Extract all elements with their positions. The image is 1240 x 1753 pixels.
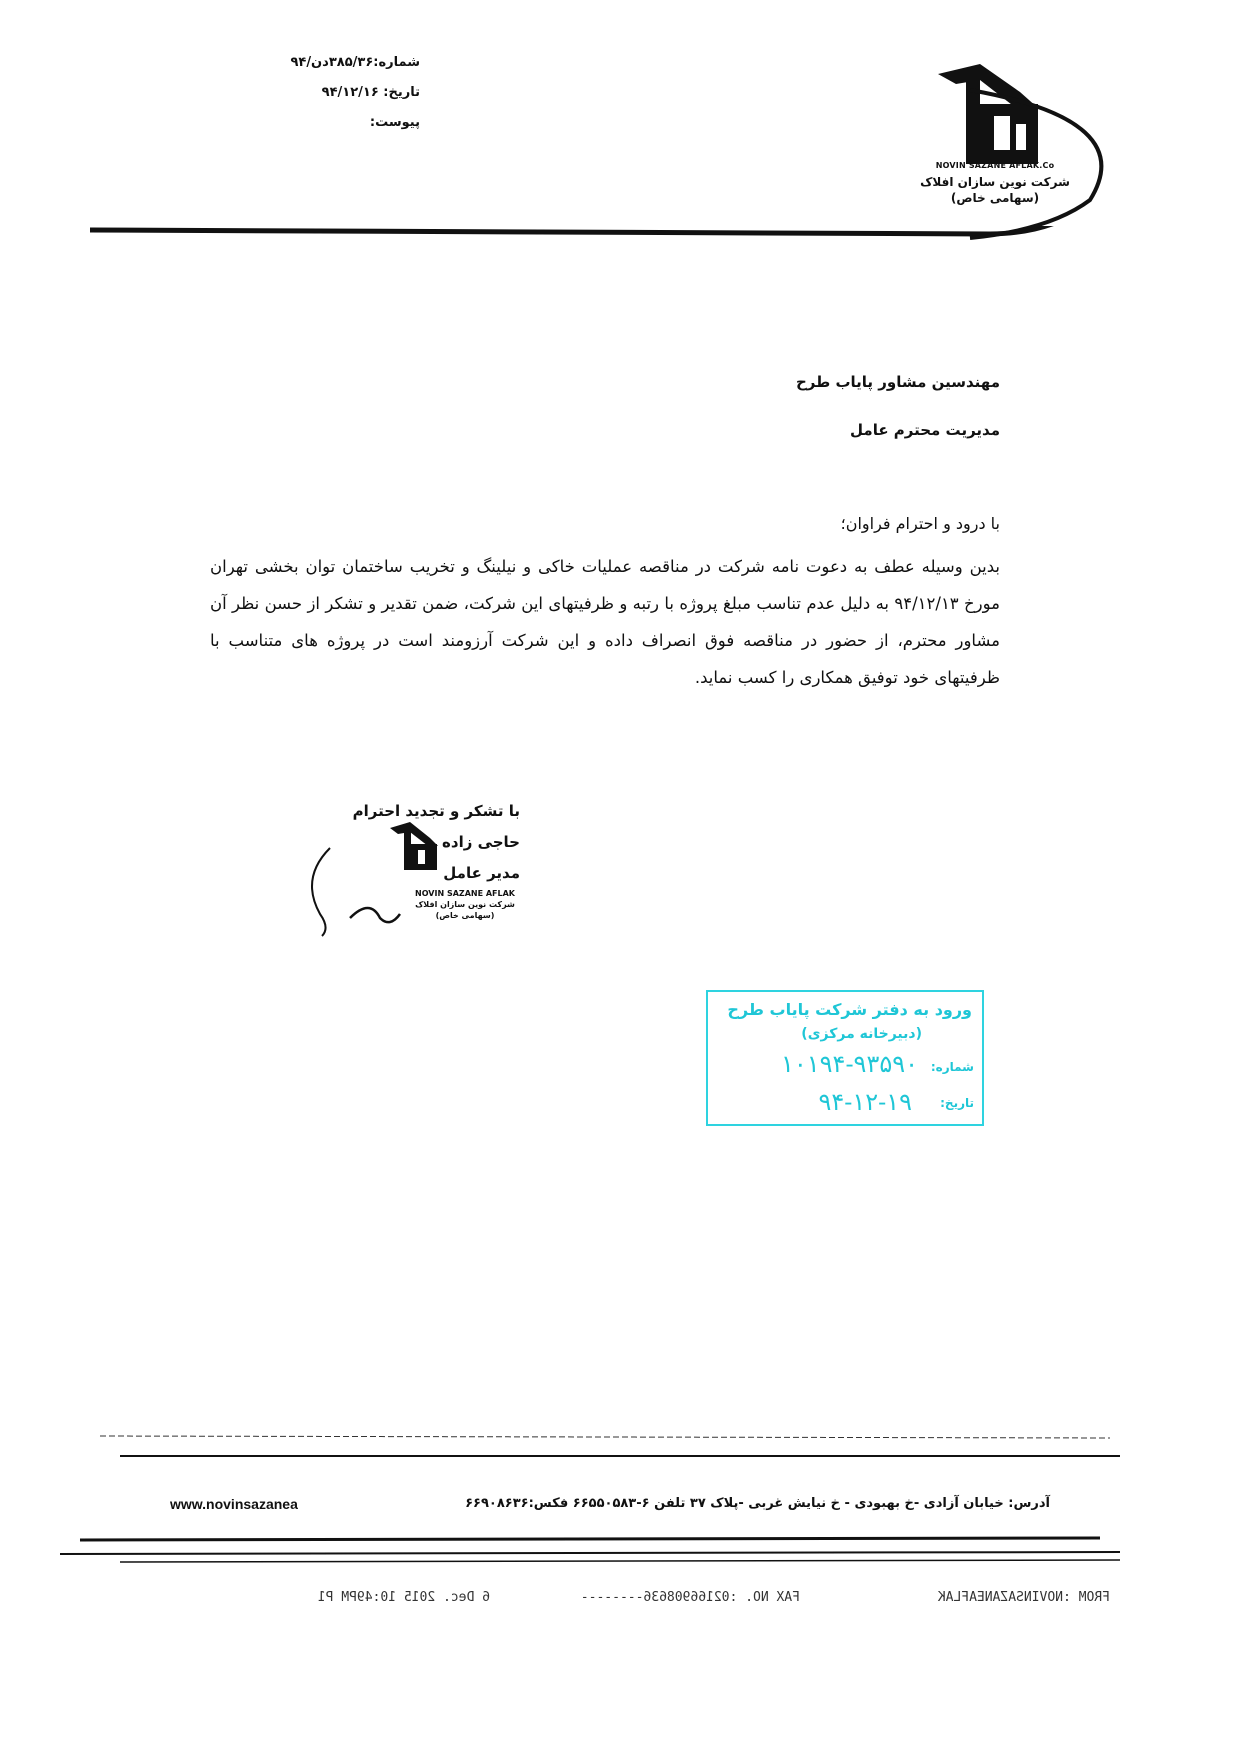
fax-from: FROM :NOVINSAZANEAFLAK [937,1590,1110,1605]
letter-attachment: پیوست: [369,115,420,130]
signature-closing: با تشکر و تجدید احترام [352,802,520,820]
letter-date: تاریخ: ۹۴/۱۲/۱۶ [321,85,420,100]
addressee-title: مدیریت محترم عامل [850,421,1000,439]
company-name-en: NOVIN SAZANE AFLAK.Co [935,161,1055,170]
received-number-value: ۱۰۱۹۴-۹۳۵۹۰ [780,1050,918,1078]
signature-stamp-en: NOVIN SAZANE AFLAK [415,889,515,898]
signature-stamp-fa: شرکت نوین سازان افلاک [415,900,515,909]
company-type: (سهامی خاص) [950,191,1040,205]
letter-body: بدین وسیله عطف به دعوت نامه شرکت در مناقصه عملیات خاکی و نیلینگ و تخریب ساختمان توان بخشی تهران مورخ ۹۴/۱۲/۱۳ به دلیل عدم تناسب مبلغ پروژه با رتبه و ظرفیتهای این شرکت، ضمن تقدیر و تشکر از حسن نظر آن مشاور محترم، از حضور در مناقصه فوق انصراف داده و این شرکت آرزومند است در پروژه های متناسب با ظرفیتهای خود توفیق همکاری را کسب نماید. [210,557,1000,687]
received-stamp-title: ورود به دفتر شرکت پایاب طرح [727,1000,972,1019]
letter-number: شماره:۳۸۵/۳۶دن/۹۴ [290,55,420,70]
footer-website: www.novinsazanea [170,1496,298,1512]
signature-stamp-type: (سهامی خاص) [435,911,495,920]
signature-name: حاجی زاده [442,833,520,851]
addressee-company: مهندسین مشاور پایاب طرح [795,373,1000,391]
letter-greeting: با درود و احترام فراوان؛ [840,514,1000,533]
header-swoosh [930,80,1130,240]
signature-title: مدیر عامل [443,864,520,882]
fax-timestamp: 6 Dec. 2015 10:49PM P1 [317,1590,490,1605]
signature-stamp-text [400,888,530,921]
fax-number: FAX NO. :02166908636-------- [580,1590,800,1605]
company-name-fa: شرکت نوین سازان افلاک [920,175,1070,189]
received-date-value: ۹۴-۱۲-۱۹ [818,1088,912,1116]
received-date-label: تاریخ: [940,1096,974,1110]
addressee-block [400,358,1000,454]
received-number-label: شماره: [930,1060,974,1074]
fax-header-line [150,1590,1110,1612]
received-stamp [706,990,984,1126]
received-stamp-subtitle: (دبیرخانه مرکزی) [801,1026,922,1042]
signature-block [320,796,520,889]
letter-meta [250,48,420,138]
footer-address: آدرس: خیابان آزادی -خ بهبودی - خ نیایش غربی -پلاک ۳۷ تلفن ۶-۶۶۵۵۰۵۸۳ فکس:۶۶۹۰۸۶۳۶ [465,1496,1050,1511]
